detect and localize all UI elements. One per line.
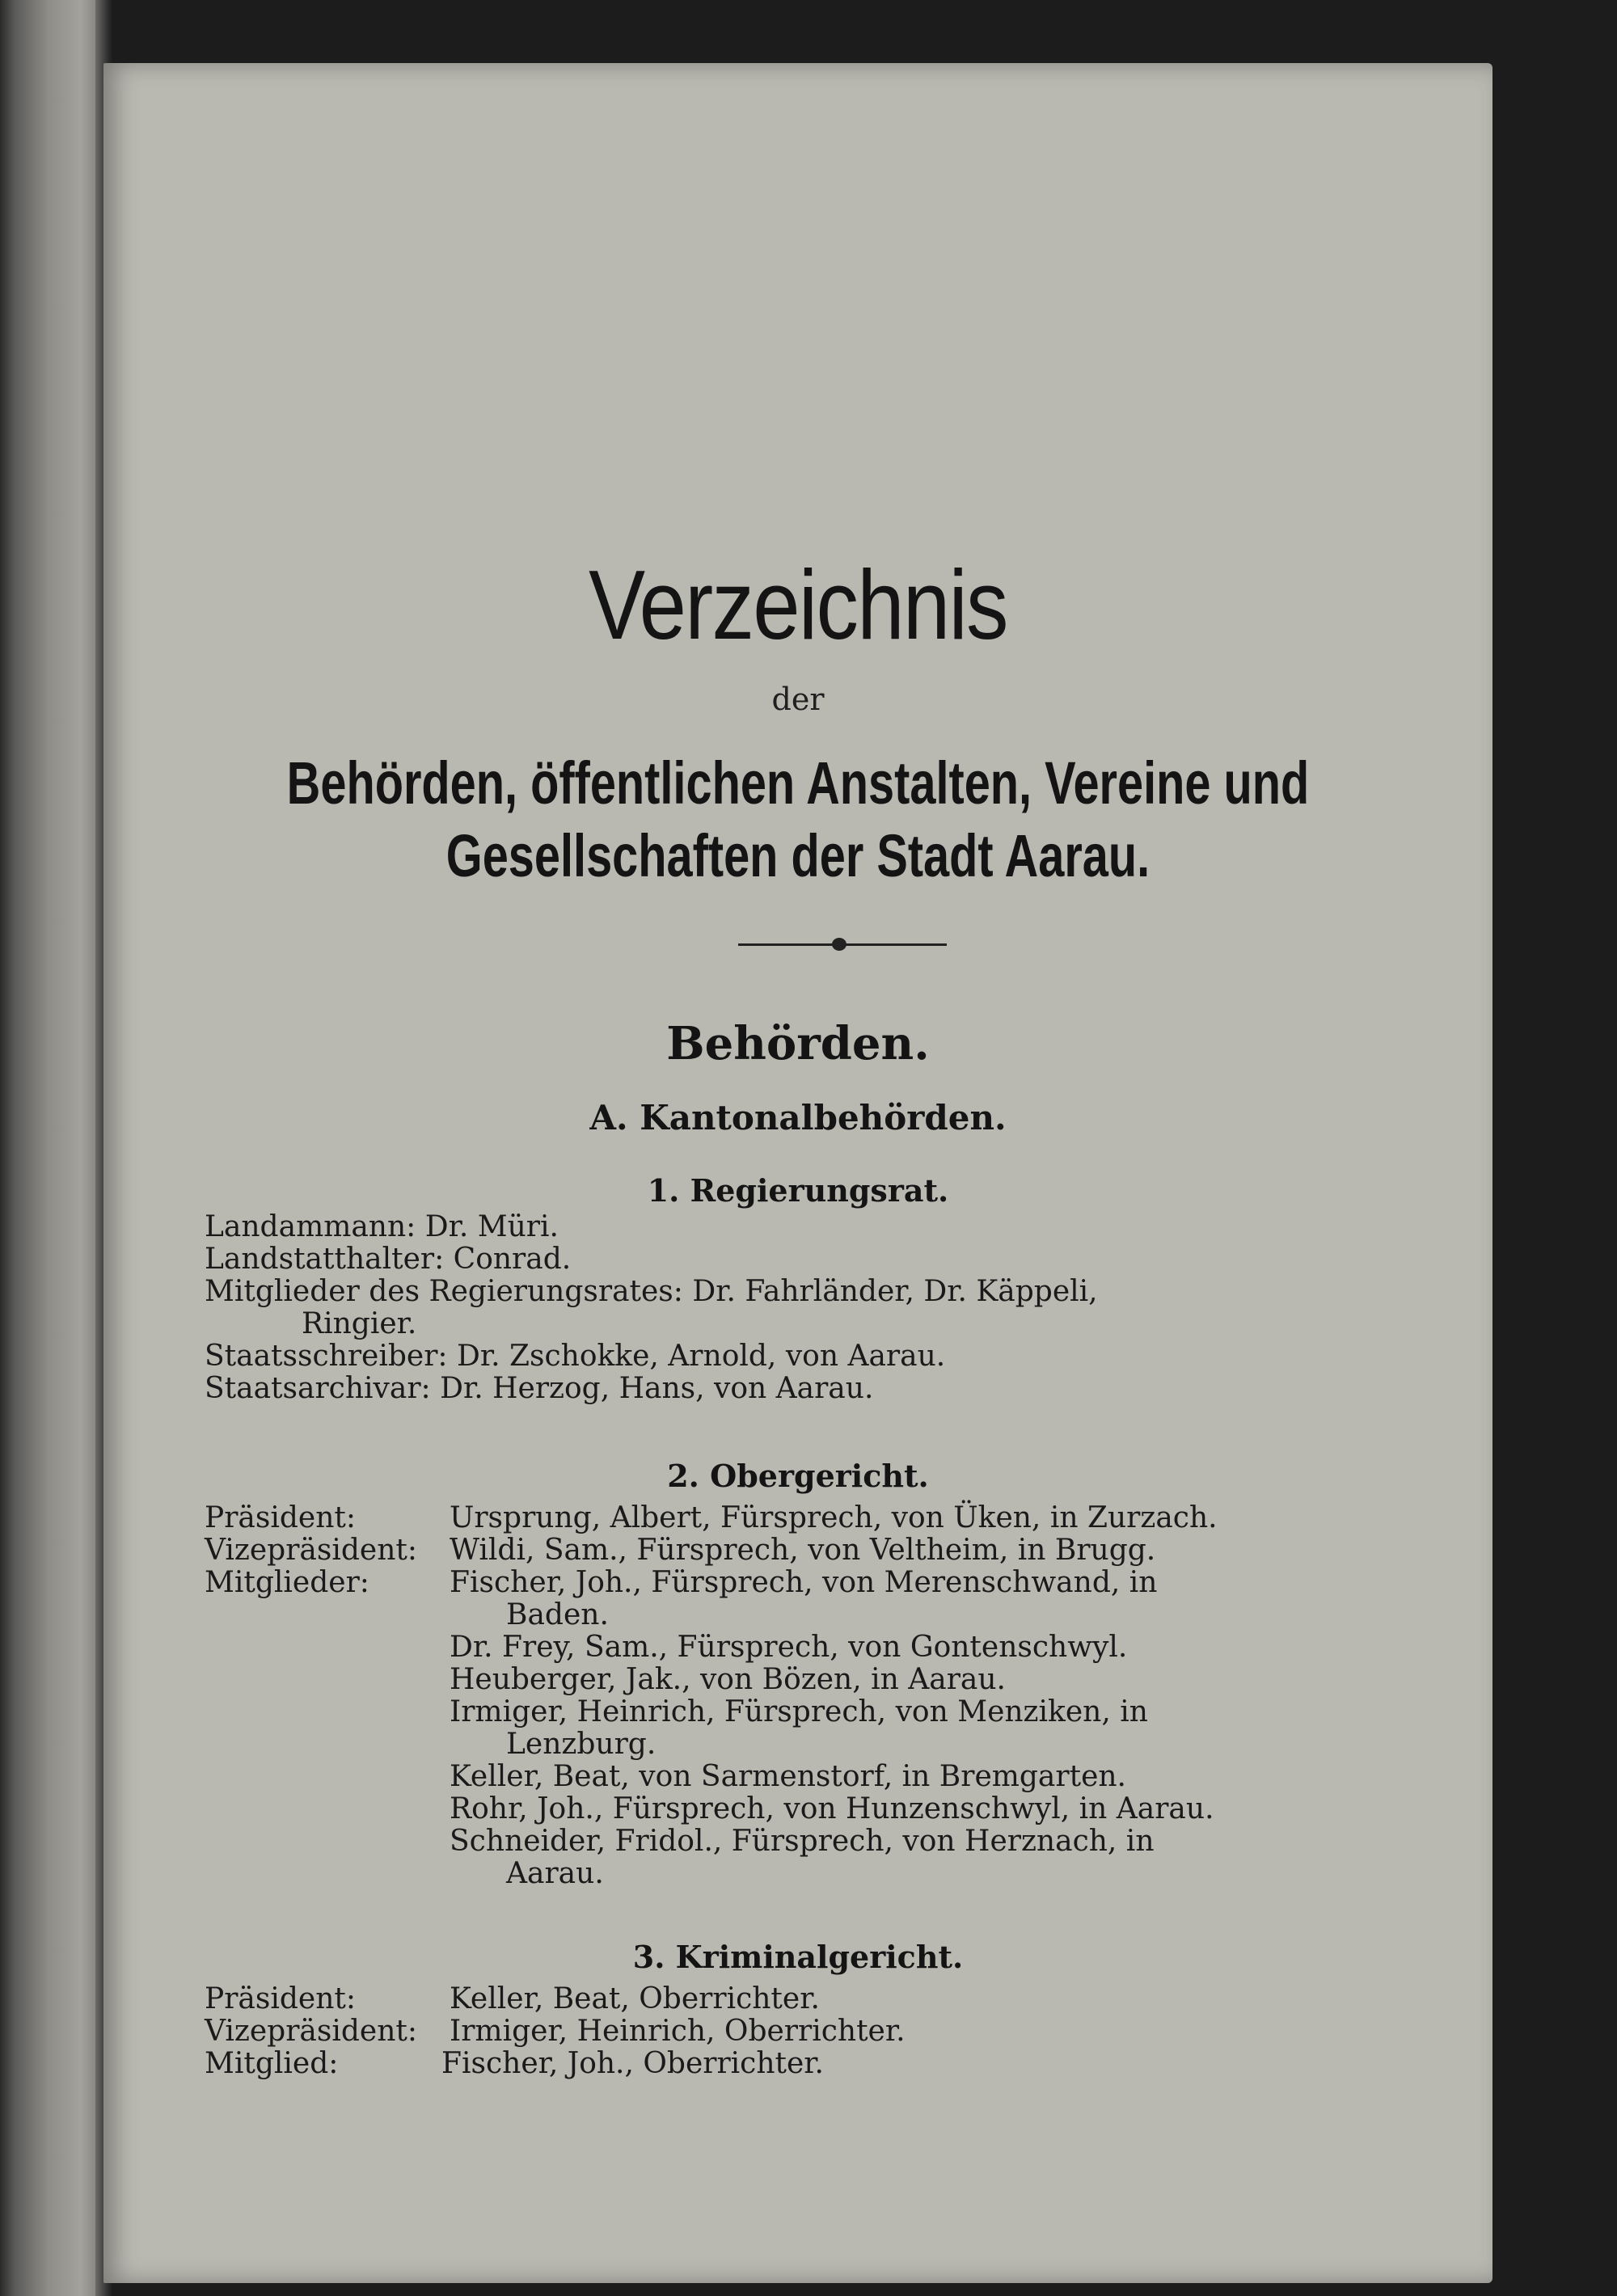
- page-title: Verzeichnis: [589, 550, 1007, 660]
- divider-ornament: [832, 938, 846, 951]
- obergericht-label: Präsident:: [205, 1501, 357, 1534]
- obergericht-entry: Lenzburg.: [506, 1728, 657, 1761]
- regierungsrat-line: Staatsarchivar: Dr. Herzog, Hans, von Aarau.: [205, 1372, 874, 1405]
- obergericht-entry: Rohr, Joh., Fürsprech, von Hunzenschwyl, in Aarau.: [450, 1792, 1214, 1825]
- obergericht-entry: Baden.: [506, 1598, 609, 1631]
- obergericht-entry: Aarau.: [506, 1857, 604, 1890]
- kriminalgericht-entry: Fischer, Joh., Oberrichter.: [441, 2047, 824, 2080]
- obergericht-entry: Dr. Frey, Sam., Fürsprech, von Gontenschwyl.: [450, 1631, 1128, 1664]
- kriminalgericht-label: Vizepräsident:: [205, 2015, 417, 2048]
- obergericht-entry: Irmiger, Heinrich, Fürsprech, von Menziken, in: [450, 1695, 1148, 1728]
- kriminalgericht-label: Präsident:: [205, 1982, 357, 2015]
- book-page: [103, 63, 1492, 2283]
- regierungsrat-line: Ringier.: [302, 1307, 417, 1340]
- obergericht-entry: Heuberger, Jak., von Bözen, in Aarau.: [450, 1663, 1006, 1696]
- section-heading-kriminalgericht: 3. Kriminalgericht.: [632, 1939, 964, 1975]
- obergericht-entry: Fischer, Joh., Fürsprech, von Merenschwand, in: [450, 1566, 1158, 1599]
- regierungsrat-line: Mitglieder des Regierungsrates: Dr. Fahrländer, Dr. Käppeli,: [205, 1275, 1098, 1308]
- heading-behoerden: Behörden.: [666, 1017, 930, 1070]
- heading-kantonalbehoerden: A. Kantonalbehörden.: [589, 1098, 1007, 1137]
- kriminalgericht-label: Mitglied:: [205, 2047, 339, 2080]
- kriminalgericht-entry: Keller, Beat, Oberrichter.: [450, 1982, 820, 2015]
- obergericht-entry: Schneider, Fridol., Fürsprech, von Herznach, in: [450, 1825, 1155, 1858]
- obergericht-entry: Keller, Beat, von Sarmenstorf, in Bremgarten.: [450, 1760, 1126, 1793]
- regierungsrat-line: Landammann: Dr. Müri.: [205, 1210, 559, 1243]
- subtitle-line-2: Gesellschaften der Stadt Aarau.: [445, 822, 1150, 889]
- obergericht-entry: Wildi, Sam., Fürsprech, von Veltheim, in Brugg.: [450, 1534, 1156, 1567]
- section-heading-obergericht: 2. Obergericht.: [667, 1458, 929, 1494]
- title-connector: der: [771, 682, 825, 717]
- regierungsrat-line: Landstatthalter: Conrad.: [205, 1243, 572, 1276]
- obergericht-label: Vizepräsident:: [205, 1534, 417, 1567]
- regierungsrat-line: Staatsschreiber: Dr. Zschokke, Arnold, von Aarau.: [205, 1340, 946, 1373]
- subtitle-line-1: Behörden, öffentlichen Anstalten, Vereine und: [286, 749, 1310, 817]
- section-heading-regierungsrat: 1. Regierungsrat.: [647, 1172, 949, 1209]
- kriminalgericht-entry: Irmiger, Heinrich, Oberrichter.: [450, 2015, 906, 2048]
- obergericht-entry: Ursprung, Albert, Fürsprech, von Üken, in Zurzach.: [450, 1501, 1218, 1534]
- obergericht-label: Mitglieder:: [205, 1566, 369, 1599]
